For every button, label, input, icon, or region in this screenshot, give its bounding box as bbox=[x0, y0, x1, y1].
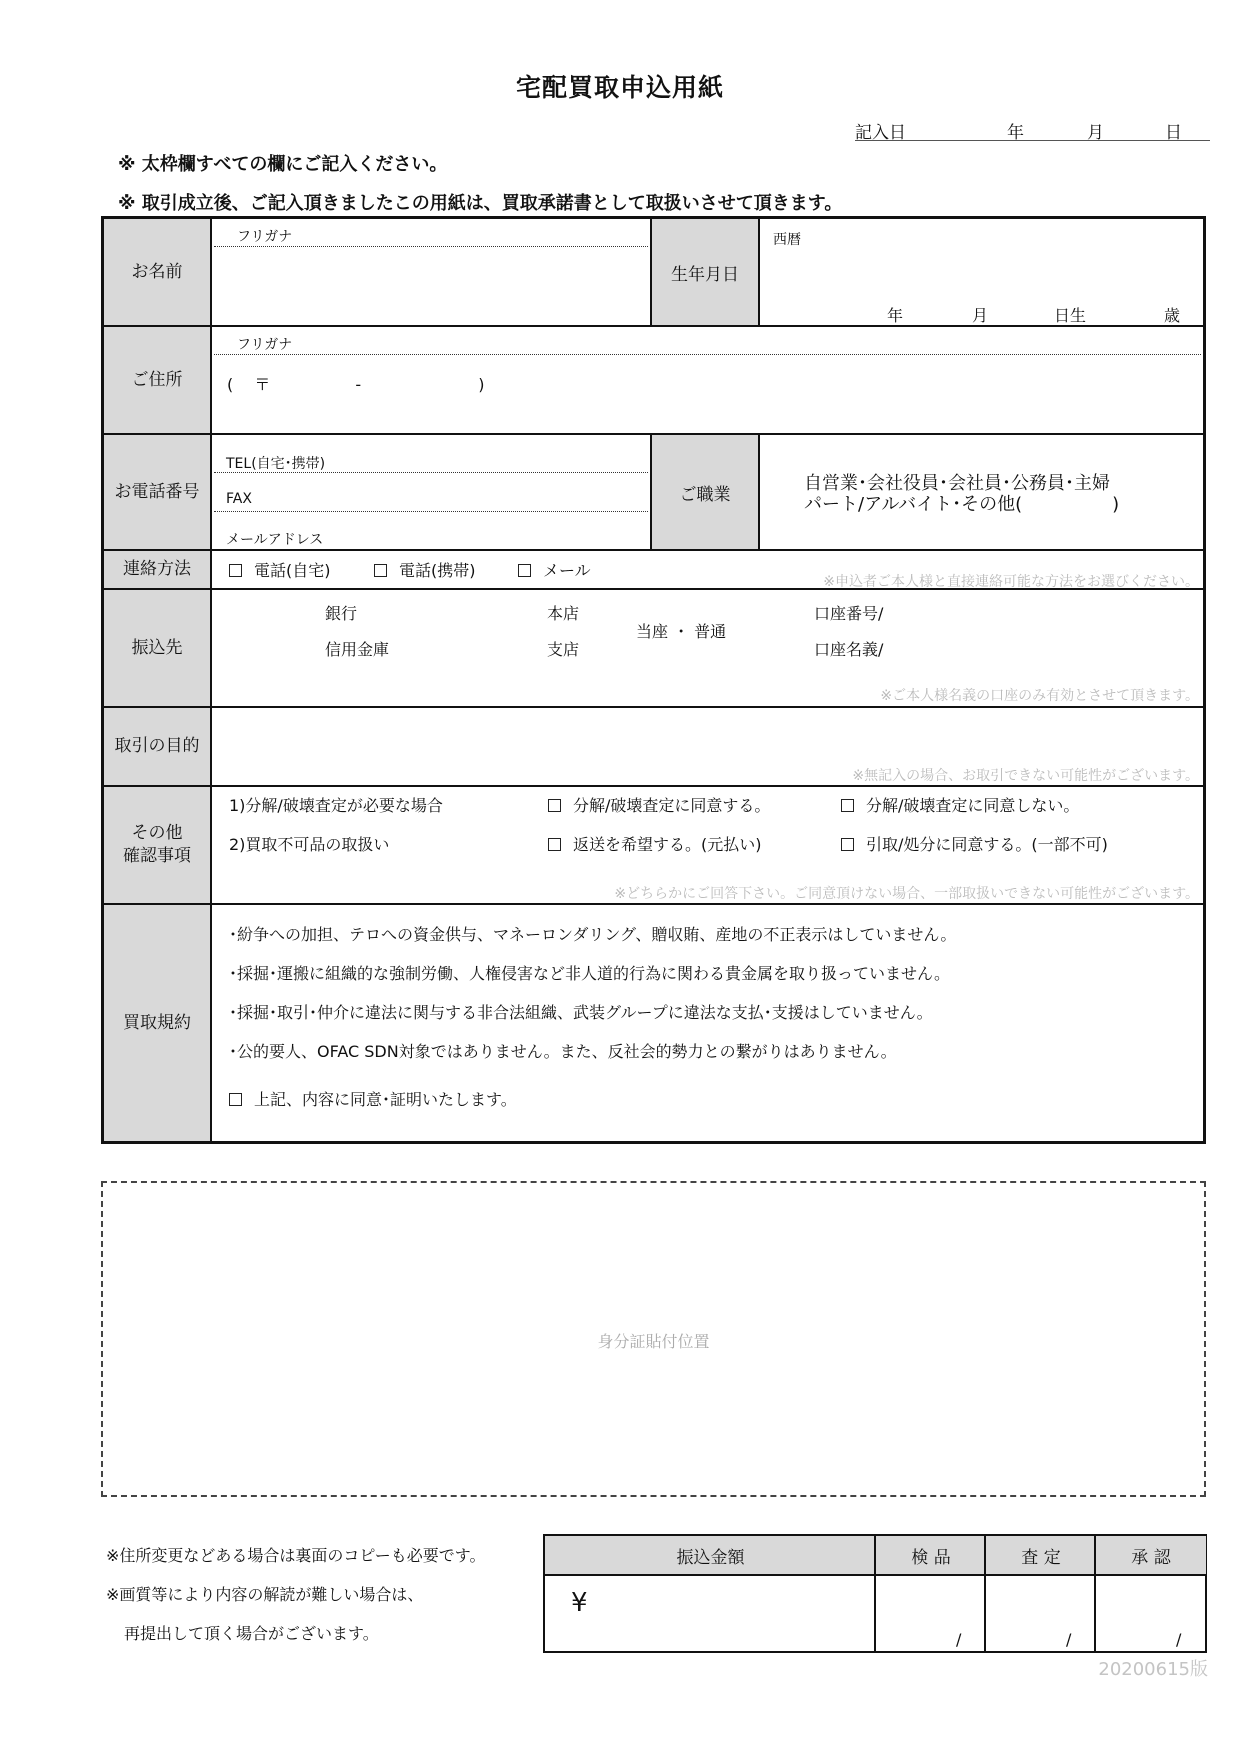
fax-label: FAX bbox=[226, 491, 252, 507]
terms-agree[interactable] bbox=[229, 1087, 517, 1110]
birth-year: 年 bbox=[887, 306, 904, 325]
contact-option-mobile-label: 電話(携帯) bbox=[399, 561, 476, 580]
name-furigana-line bbox=[214, 246, 648, 247]
note-fill-all: ※ 太枠欄すべての欄にご記入ください。 bbox=[118, 154, 448, 175]
entry-date-month: 月 bbox=[1087, 123, 1104, 143]
entry-date-line[interactable] bbox=[855, 118, 1210, 141]
checkbox-icon[interactable] bbox=[841, 838, 854, 851]
terms-line: ･公的要人、OFAC SDN対象ではありません。また、反社会的勢力との繋がりはありません。 bbox=[229, 1042, 897, 1061]
terms-line: ･採掘･運搬に組織的な強制労働、人権侵害など非人道的行為に関わる貴金属を取り扱っていません。 bbox=[229, 964, 950, 983]
birth-day: 日生 bbox=[1054, 306, 1087, 325]
table-divider bbox=[1094, 1536, 1096, 1651]
row-divider bbox=[104, 588, 1203, 590]
transfer-amount-header: 振込金額 bbox=[545, 1536, 876, 1576]
bank-note: ※ご本人様名義の口座のみ有効とさせて頂きます。 bbox=[880, 688, 1199, 704]
table-divider bbox=[984, 1536, 986, 1651]
job-options-line2[interactable]: パート/アルバイト･その他( ) bbox=[804, 494, 1120, 515]
yen-symbol: ¥ bbox=[571, 1588, 588, 1618]
inspect-slash: / bbox=[956, 1630, 962, 1649]
other-label-line2: 確認事項 bbox=[123, 846, 191, 866]
footer-note: ※画質等により内容の解読が難しい場合は、 bbox=[106, 1585, 424, 1604]
checkbox-icon[interactable] bbox=[841, 799, 854, 812]
other-q2-return-label: 返送を希望する。(元払い) bbox=[573, 835, 762, 854]
transfer-amount-input[interactable] bbox=[545, 1576, 874, 1651]
row-divider bbox=[104, 785, 1203, 787]
job-label: ご職業 bbox=[650, 435, 760, 551]
bank-bank: 銀行 bbox=[325, 604, 358, 623]
bank-account-type[interactable]: 当座 ・ 普通 bbox=[636, 622, 727, 641]
name-label: お名前 bbox=[104, 219, 212, 327]
footer-note: 再提出して頂く場合がございます。 bbox=[124, 1624, 379, 1643]
table-divider bbox=[874, 1536, 876, 1651]
other-q2: 2)買取不可品の取扱い bbox=[229, 835, 390, 854]
entry-date-year: 年 bbox=[1007, 123, 1024, 143]
job-options-line1[interactable]: 自営業･会社役員･会社員･公務員･主婦 bbox=[804, 473, 1110, 494]
birth-age: 歳 bbox=[1164, 306, 1181, 325]
id-attach-label: 身分証貼付位置 bbox=[597, 1332, 710, 1351]
other-q1-agree-label: 分解/破壊査定に同意する。 bbox=[573, 796, 771, 815]
row-divider bbox=[104, 549, 1203, 551]
checkbox-icon[interactable] bbox=[548, 838, 561, 851]
bank-shinkin: 信用金庫 bbox=[325, 640, 390, 659]
row-divider bbox=[104, 903, 1203, 905]
address-furigana-label: フリガナ bbox=[237, 337, 293, 353]
page-title: 宅配買取申込用紙 bbox=[515, 73, 724, 102]
assess-header: 査 定 bbox=[986, 1536, 1096, 1576]
checkbox-icon[interactable] bbox=[548, 799, 561, 812]
bank-account-name[interactable]: 口座名義/ bbox=[814, 640, 884, 659]
terms-label: 買取規約 bbox=[104, 905, 212, 1141]
bank-label: 振込先 bbox=[104, 590, 212, 708]
other-q1-disagree-label: 分解/破壊査定に同意しない。 bbox=[866, 796, 1080, 815]
tel-line[interactable] bbox=[214, 472, 648, 473]
birth-label: 生年月日 bbox=[650, 219, 760, 327]
contact-option-home[interactable] bbox=[229, 558, 331, 581]
contact-option-mobile[interactable] bbox=[374, 558, 476, 581]
other-q1: 1)分解/破壊査定が必要な場合 bbox=[229, 796, 443, 815]
entry-date-day: 日 bbox=[1165, 123, 1182, 143]
contact-option-email-label: メール bbox=[543, 561, 591, 580]
bank-main-branch: 本店 bbox=[547, 604, 580, 623]
purpose-label: 取引の目的 bbox=[104, 708, 212, 787]
inspect-header: 検 品 bbox=[876, 1536, 986, 1576]
purpose-note: ※無記入の場合、お取引できない可能性がございます。 bbox=[852, 768, 1199, 784]
purpose-input-area[interactable] bbox=[214, 711, 1201, 761]
row-divider bbox=[104, 325, 1203, 327]
other-q1-agree[interactable] bbox=[548, 793, 770, 816]
address-label: ご住所 bbox=[104, 327, 212, 435]
id-attach-area[interactable] bbox=[101, 1181, 1206, 1497]
other-note: ※どちらかにご回答下さい。ご同意頂けない場合、一部取扱いできない可能性がございます。 bbox=[614, 886, 1199, 902]
contact-option-email[interactable] bbox=[518, 558, 591, 581]
terms-line: ･採掘･取引･仲介に違法に関与する非合法組織、武装グループに違法な支払･支援はしていません。 bbox=[229, 1003, 933, 1022]
other-q2-return[interactable] bbox=[548, 832, 762, 855]
office-use-table bbox=[543, 1534, 1207, 1653]
other-label-line1: その他 bbox=[131, 823, 183, 844]
phone-label: お電話番号 bbox=[104, 435, 212, 551]
bank-branch: 支店 bbox=[547, 640, 580, 659]
other-label bbox=[104, 787, 212, 905]
contact-option-home-label: 電話(自宅) bbox=[254, 561, 331, 580]
contact-note: ※申込者ご本人様と直接連絡可能な方法をお選びください。 bbox=[823, 574, 1199, 590]
other-q1-disagree[interactable] bbox=[841, 793, 1079, 816]
name-input-area[interactable] bbox=[214, 249, 648, 323]
address-input-area[interactable] bbox=[214, 357, 1201, 431]
checkbox-icon[interactable] bbox=[374, 564, 387, 577]
contact-label: 連絡方法 bbox=[104, 551, 212, 590]
address-postal: ( 〒 - ) bbox=[227, 375, 485, 394]
terms-agree-label: 上記、内容に同意･証明いたします。 bbox=[254, 1090, 517, 1109]
address-furigana-line bbox=[214, 354, 1201, 355]
tel-label: TEL(自宅･携帯) bbox=[226, 456, 326, 472]
approve-slash: / bbox=[1176, 1630, 1182, 1649]
name-furigana-label: フリガナ bbox=[237, 229, 293, 245]
application-form bbox=[101, 216, 1206, 1144]
birth-month: 月 bbox=[972, 306, 989, 325]
row-divider bbox=[104, 706, 1203, 708]
note-acceptance: ※ 取引成立後、ご記入頂きましたこの用紙は、買取承諾書として取扱いさせて頂きます。 bbox=[118, 193, 843, 214]
footer-note: ※住所変更などある場合は裏面のコピーも必要です。 bbox=[106, 1546, 486, 1565]
email-label: メールアドレス bbox=[226, 532, 324, 548]
checkbox-icon[interactable] bbox=[229, 1093, 242, 1106]
assess-slash: / bbox=[1066, 1630, 1072, 1649]
other-q2-dispose[interactable] bbox=[841, 832, 1108, 855]
entry-date-label: 記入日 bbox=[855, 123, 906, 143]
version-label: 20200615版 bbox=[1098, 1659, 1208, 1680]
other-q2-dispose-label: 引取/処分に同意する。(一部不可) bbox=[866, 835, 1108, 854]
bank-account-no[interactable]: 口座番号/ bbox=[814, 604, 884, 623]
terms-line: ･紛争への加担、テロへの資金供与、マネーロンダリング、贈収賄、産地の不正表示はしていません。 bbox=[229, 925, 957, 944]
fax-line[interactable] bbox=[214, 511, 648, 512]
approve-header: 承 認 bbox=[1096, 1536, 1206, 1576]
checkbox-icon[interactable] bbox=[518, 564, 531, 577]
checkbox-icon[interactable] bbox=[229, 564, 242, 577]
birth-era: 西暦 bbox=[773, 232, 801, 248]
